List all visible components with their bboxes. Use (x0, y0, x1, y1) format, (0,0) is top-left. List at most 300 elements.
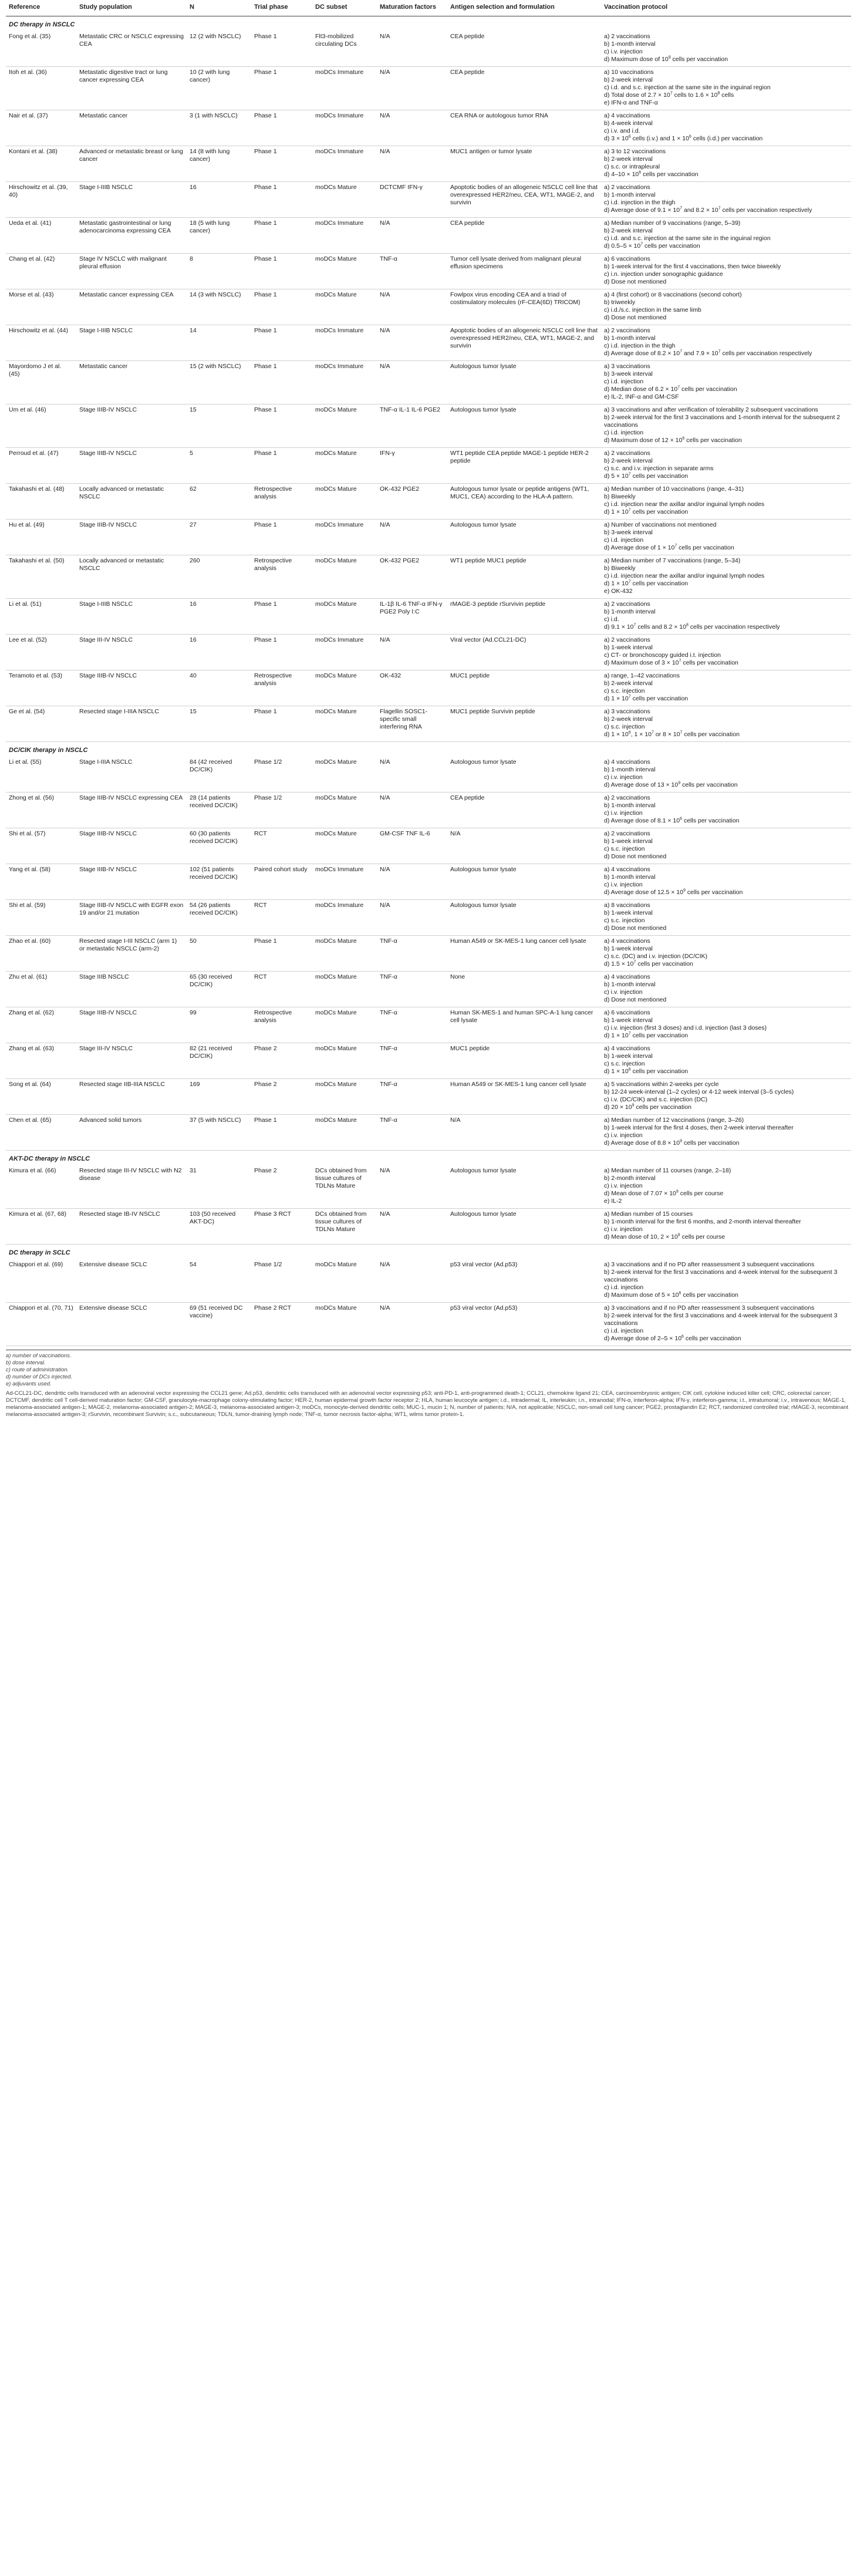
n-cell: 5 (187, 448, 251, 484)
antigen-cell: Fowlpox virus encoding CEA and a triad of costimulatory molecules (rF-CEA(6D) TRICOM) (447, 289, 601, 325)
protocol-line: a) Median number of 15 courses (604, 1211, 693, 1218)
n-cell: 31 (187, 1165, 251, 1209)
antigen-cell: p53 viral vector (Ad.p53) (447, 1259, 601, 1303)
protocol-line: b) 2-week interval for the first 3 vaccinations and 4-week interval for the subsequent 3 vaccinations (604, 1312, 838, 1327)
protocol-line: a) 4 vaccinations (604, 758, 650, 766)
header-vaccination-protocol: Vaccination protocol (601, 0, 851, 16)
protocol-line: b) 3-week interval (604, 370, 653, 377)
header-dc-subset: DC subset (312, 0, 377, 16)
vaccination-protocol-cell (601, 1007, 851, 1043)
footnote: d) number of DCs injected. (6, 1374, 72, 1380)
maturation-cell: TNF-α IL-1 IL-6 PGE2 (377, 404, 447, 448)
antigen-cell: Autologous tumor lysate (447, 1165, 601, 1209)
table-row (6, 972, 851, 1007)
protocol-line: a) 3 to 12 vaccinations (604, 148, 666, 155)
phase-cell: Phase 1 (251, 67, 312, 110)
protocol-line: d) Average dose of $12.5 \times 10^9$ cells per vaccination (604, 888, 743, 896)
n-cell: 54 (187, 1259, 251, 1303)
vaccination-protocol-cell (601, 1165, 851, 1209)
reference-cell: Zhang et al. (62) (6, 1007, 76, 1043)
table-row (6, 757, 851, 793)
phase-cell: Phase 1 (251, 1115, 312, 1151)
maturation-cell: Flagellin SOSC1-specific small interfering RNA (377, 706, 447, 742)
protocol-line: c) s.c. injection (604, 723, 645, 730)
n-cell: 69 (51 received DC vaccine) (187, 1303, 251, 1346)
antigen-cell: MUC1 antigen or tumor lysate (447, 146, 601, 182)
protocol-line: b) 2-week interval (604, 680, 653, 687)
population-cell: Stage I-IIIB NSCLC (76, 182, 187, 218)
protocol-line: b) 3-week interval (604, 529, 653, 536)
protocol-line: c) i.d. injection (604, 429, 644, 436)
n-cell: 40 (187, 670, 251, 706)
section-title: AKT-DC therapy in NSCLC (9, 1155, 90, 1162)
protocol-line: b) 1-week interval for the first 4 doses, then 2-week interval thereafter (604, 1124, 794, 1131)
protocol-line: b) 2-week interval (604, 457, 653, 464)
phase-cell: Paired cohort study (251, 864, 312, 900)
population-cell: Locally advanced or metastatic NSCLC (76, 484, 187, 520)
antigen-cell: Autologous tumor lysate (447, 361, 601, 404)
maturation-cell: N/A (377, 1303, 447, 1346)
protocol-line: a) 4 vaccinations (604, 973, 650, 980)
protocol-line: d) $20 \times 10^9$ cells per vaccination (604, 1103, 691, 1111)
population-cell: Advanced solid tumors (76, 1115, 187, 1151)
protocol-line: b) 1-month interval (604, 608, 656, 615)
antigen-cell: MUC1 peptide Survivin peptide (447, 706, 601, 742)
n-cell: 15 (187, 404, 251, 448)
antigen-cell: N/A (447, 828, 601, 864)
reference-cell: Perroud et al. (47) (6, 448, 76, 484)
protocol-line: c) i.v. injection (604, 881, 643, 888)
dc-subset-cell: moDCs Mature (312, 972, 377, 1007)
dc-subset-cell: moDCs Immature (312, 864, 377, 900)
protocol-line: c) i.v. injection (604, 1226, 643, 1233)
protocol-line: d) $1 \times 10^7$ cells per vaccination (604, 508, 689, 515)
table-row (6, 289, 851, 325)
antigen-cell: Autologous tumor lysate or peptide antigens (WT1, MUC1, CEA) according to the HLA-A pattern. (447, 484, 601, 520)
protocol-line: a) Median number of 7 vaccinations (range, 5–34) (604, 557, 741, 564)
antigen-cell: CEA peptide (447, 793, 601, 828)
population-cell: Stage IIIB-IV NSCLC with EGFR exon 19 and/or 21 mutation (76, 900, 187, 936)
vaccination-protocol-cell (601, 936, 851, 972)
n-cell: 16 (187, 635, 251, 670)
vaccination-protocol-cell (601, 146, 851, 182)
phase-cell: Phase 2 RCT (251, 1303, 312, 1346)
dc-subset-cell: moDCs Mature (312, 1303, 377, 1346)
protocol-line: d) Dose not mentioned (604, 996, 667, 1003)
protocol-line: d) Total dose of $2.7 \times 10^7$ cells to $1.6 \times 10^8$ cells (604, 91, 734, 99)
antigen-cell: CEA peptide (447, 31, 601, 67)
vaccination-protocol-cell (601, 757, 851, 793)
table-row (6, 484, 851, 520)
protocol-line: b) Biweekly (604, 565, 636, 572)
population-cell: Resected stage III-IV NSCLC with N2 disease (76, 1165, 187, 1209)
phase-cell: Phase 1 (251, 361, 312, 404)
header-n: N (187, 0, 251, 16)
protocol-line: a) 3 vaccinations and after verification of tolerability 2 subsequent vaccinations (604, 406, 818, 413)
population-cell: Stage I-IIIB NSCLC (76, 325, 187, 361)
antigen-cell: CEA peptide (447, 218, 601, 254)
protocol-line: d) $3 \times 10^6$ cells (i.v.) and $1 \times 10^6$ cells (i.d.) per vaccination (604, 134, 763, 142)
protocol-line: d) Average dose of $8.2 \times 10^7$ and $7.9 \times 10^7$ cells per vaccination respectively (604, 349, 812, 357)
population-cell: Stage IIIB NSCLC (76, 972, 187, 1007)
protocol-line: e) IL-2, INF-α and GM-CSF (604, 393, 679, 400)
dc-subset-cell: DCs obtained from tissue cultures of TDLNs Mature (312, 1165, 377, 1209)
protocol-line: a) 2 vaccinations (604, 450, 650, 457)
maturation-cell: N/A (377, 67, 447, 110)
protocol-line: b) 12-24 week-interval (1–2 cycles) or 4-12 week interval (3–5 cycles) (604, 1088, 794, 1095)
protocol-line: b) 1-week interval (604, 945, 653, 952)
dc-subset-cell: moDCs Mature (312, 1043, 377, 1079)
vaccination-protocol-cell (601, 110, 851, 146)
maturation-cell: N/A (377, 31, 447, 67)
n-cell: 62 (187, 484, 251, 520)
maturation-cell: OK-432 (377, 670, 447, 706)
protocol-line: d) $1 \times 10^7$ cells per vaccination (604, 579, 689, 587)
antigen-cell: Apoptotic bodies of an allogeneic NSCLC cell line that overexpressed HER2/neu, CEA, WT1, MAGE-2, and survivin (447, 182, 601, 218)
table-row (6, 555, 851, 599)
protocol-line: a) range, 1–42 vaccinations (604, 672, 680, 679)
antigen-cell: Autologous tumor lysate (447, 757, 601, 793)
maturation-cell: TNF-α (377, 254, 447, 289)
n-cell: 28 (14 patients received DC/CIK) (187, 793, 251, 828)
reference-cell: Ueda et al. (41) (6, 218, 76, 254)
vaccination-protocol-cell (601, 1079, 851, 1115)
vaccination-protocol-cell (601, 218, 851, 254)
maturation-cell: DCTCMF IFN-γ (377, 182, 447, 218)
reference-cell: Takahashi et al. (48) (6, 484, 76, 520)
antigen-cell: Apoptotic bodies of an allogeneic NSCLC cell line that overexpressed HER2/neu, CEA, WT1, MAGE-2, and survivin (447, 325, 601, 361)
table-row (6, 404, 851, 448)
dc-subset-cell: moDCs Immature (312, 900, 377, 936)
phase-cell: Retrospective analysis (251, 555, 312, 599)
antigen-cell: p53 viral vector (Ad.p53) (447, 1303, 601, 1346)
reference-cell: Zhong et al. (56) (6, 793, 76, 828)
n-cell: 3 (1 with NSCLC) (187, 110, 251, 146)
population-cell: Stage IIIB-IV NSCLC (76, 670, 187, 706)
protocol-line: d) $9.1 \times 10^7$ cells and $8.2 \times 10^8$ cells per vaccination respectively (604, 623, 780, 630)
protocol-line: a) 3 vaccinations and if no PD after reassessment 3 subsequent vaccinations (604, 1304, 815, 1311)
header-trial-phase: Trial phase (251, 0, 312, 16)
protocol-line: b) 1-month interval (604, 41, 656, 48)
phase-cell: Retrospective analysis (251, 1007, 312, 1043)
protocol-line: c) i.n. injection under sonographic guidance (604, 271, 723, 278)
protocol-line: b) 2-week interval (604, 76, 653, 83)
reference-cell: Yang et al. (58) (6, 864, 76, 900)
protocol-line: a) 4 vaccinations (604, 938, 650, 945)
protocol-line: c) i.v. injection (604, 989, 643, 996)
phase-cell: RCT (251, 828, 312, 864)
abbreviations: Ad-CCL21-DC, dendritic cells transduced with an adenoviral vector expressing the CCL21 gene; Ad.p53, dendritic cells transduced with an adenoviral vector expressing p53; anti-PD-1, anti-programmed death-1; CCL21, chemokine ligand 21; CEA, carcinoembryonic antigen; CIK cell, cytokine induced killer cell; CRC, colorectal cancer; DCTCMF, dendritic cell T cell-derived maturation factor; GM-CSF, granulocyte-macrophage colony-stimulating factor; HER-2, human epidermal growth factor receptor 2; HLA, human leucocyte antigen; i.d., intradermal; IL, interleukin; i.n., intranodal; IFN-α, interferon-alpha; IFN-γ, interferon-gamma; i.t., intratumoral; i.v., intravenous; MAGE-1, melanoma-associated antigen-1; MAGE-2, melanoma-associated antigen-2; MAGE-3, melanoma-associated antigen-3; moDCs, monocyte-derived dendritic cells; MUC-1, mucin 1; N, number of patients; N/A, not applicable; NSCLC, non-small cell lung cancer; PGE2, prostaglandin E2; RCT, randomized controlled trial; rMAGE-3, recombinant melanoma-associated antigen-3; rSurvivin, recombinant Survivin; s.c., subcutaneous; TDLN, tumor-draining lymph node; TNF-α, tumor necrosis factor-alpha; WT1, wilms tumor protein-1. (6, 1390, 849, 1418)
dc-subset-cell: moDCs Mature (312, 1007, 377, 1043)
dc-subset-cell: moDCs Mature (312, 289, 377, 325)
reference-cell: Kimura et al. (66) (6, 1165, 76, 1209)
vaccination-protocol-cell (601, 864, 851, 900)
header-maturation-factors: Maturation factors (377, 0, 447, 16)
n-cell: 50 (187, 936, 251, 972)
reference-cell: Shi et al. (59) (6, 900, 76, 936)
table-row (6, 936, 851, 972)
reference-cell: Kimura et al. (67, 68) (6, 1209, 76, 1245)
protocol-line: c) s.c. and i.v. injection in separate arms (604, 465, 714, 472)
table-row (6, 828, 851, 864)
maturation-cell: N/A (377, 361, 447, 404)
header-row (6, 0, 851, 16)
table-row (6, 182, 851, 218)
protocol-line: b) 1-month interval (604, 191, 656, 198)
protocol-line: a) Median number of 10 vaccinations (range, 4–31) (604, 485, 744, 493)
population-cell: Metastatic gastrointestinal or lung adenocarcinoma expressing CEA (76, 218, 187, 254)
population-cell: Stage IIIB-IV NSCLC expressing CEA (76, 793, 187, 828)
table-row (6, 706, 851, 742)
table-row (6, 218, 851, 254)
protocol-line: d) Maximum dose of $12 \times 10^6$ cells per vaccination (604, 436, 742, 444)
population-cell: Metastatic cancer (76, 110, 187, 146)
section-header-row (6, 1151, 851, 1166)
dc-subset-cell: moDCs Mature (312, 670, 377, 706)
protocol-line: c) i.d. injection in the thigh (604, 342, 676, 349)
vaccination-protocol-cell (601, 484, 851, 520)
maturation-cell: GM-CSF TNF IL-6 (377, 828, 447, 864)
protocol-line: a) 6 vaccinations (604, 255, 650, 262)
vaccination-protocol-cell (601, 793, 851, 828)
table-row (6, 31, 851, 67)
vaccination-protocol-cell (601, 520, 851, 555)
n-cell: 14 (3 with NSCLC) (187, 289, 251, 325)
reference-cell: Lee et al. (52) (6, 635, 76, 670)
table-row (6, 520, 851, 555)
maturation-cell: N/A (377, 325, 447, 361)
protocol-line: a) 6 vaccinations (604, 1009, 650, 1016)
protocol-line: a) 3 vaccinations (604, 708, 650, 715)
antigen-cell: rMAGE-3 peptide rSurvivin peptide (447, 599, 601, 635)
antigen-cell: Human A549 or SK-MES-1 lung cancer cell lysate (447, 936, 601, 972)
maturation-cell: N/A (377, 110, 447, 146)
protocol-line: b) 1-month interval (604, 874, 656, 881)
dc-subset-cell: moDCs Mature (312, 757, 377, 793)
vaccination-protocol-cell (601, 670, 851, 706)
antigen-cell: CEA peptide (447, 67, 601, 110)
antigen-cell: WT1 peptide MUC1 peptide (447, 555, 601, 599)
table-row (6, 1007, 851, 1043)
vaccination-protocol-cell (601, 1259, 851, 1303)
maturation-cell: N/A (377, 1209, 447, 1245)
protocol-line: c) i.d. injection in the thigh (604, 199, 676, 206)
section-title: DC/CIK therapy in NSCLC (9, 747, 88, 754)
section-header-row (6, 16, 851, 32)
table-row (6, 670, 851, 706)
n-cell: 15 (187, 706, 251, 742)
reference-cell: Morse et al. (43) (6, 289, 76, 325)
protocol-line: a) 2 vaccinations (604, 636, 650, 643)
reference-cell: Zhao et al. (60) (6, 936, 76, 972)
protocol-line: c) i.d. and s.c. injection at the same site in the inguinal region (604, 84, 771, 91)
population-cell: Stage IIIB-IV NSCLC (76, 1007, 187, 1043)
maturation-cell: OK-432 PGE2 (377, 555, 447, 599)
protocol-line: b) 2-week interval (604, 716, 653, 723)
table-row (6, 1043, 851, 1079)
antigen-cell: N/A (447, 1115, 601, 1151)
population-cell: Stage III-IV NSCLC (76, 635, 187, 670)
table-row (6, 900, 851, 936)
antigen-cell: Human A549 or SK-MES-1 lung cancer cell lysate (447, 1079, 601, 1115)
protocol-line: c) i.d./s.c. injection in the same limb (604, 306, 701, 313)
protocol-line: b) 1-month interval (604, 766, 656, 773)
dc-subset-cell: DCs obtained from tissue cultures of TDLNs Mature (312, 1209, 377, 1245)
protocol-line: b) 2-week interval for the first 3 vaccinations and 4-week interval for the subsequent 3 vaccinations (604, 1269, 838, 1283)
maturation-cell: N/A (377, 793, 447, 828)
dc-subset-cell: moDCs Immature (312, 67, 377, 110)
protocol-line: c) s.c. injection (604, 917, 645, 924)
phase-cell: Phase 1 (251, 110, 312, 146)
protocol-line: d) $1 \times 10^6$ cells per vaccination (604, 1067, 689, 1075)
protocol-line: e) IFN-α and TNF-α (604, 99, 658, 106)
maturation-cell: TNF-α (377, 1007, 447, 1043)
phase-cell: RCT (251, 900, 312, 936)
section-header-row (6, 742, 851, 757)
protocol-line: c) i.v. injection (first 3 doses) and i.d. injection (last 3 doses) (604, 1024, 767, 1031)
reference-cell: Chiappori et al. (69) (6, 1259, 76, 1303)
table-row (6, 110, 851, 146)
population-cell: Stage IIIB-IV NSCLC (76, 520, 187, 555)
protocol-line: d) Maximum dose of $10^9$ cells per vaccination (604, 55, 728, 63)
protocol-line: b) 1-month interval (604, 335, 656, 342)
population-cell: Advanced or metastatic breast or lung cancer (76, 146, 187, 182)
table-row (6, 1259, 851, 1303)
maturation-cell: N/A (377, 218, 447, 254)
population-cell: Locally advanced or metastatic NSCLC (76, 555, 187, 599)
reference-cell: Hu et al. (49) (6, 520, 76, 555)
dc-subset-cell: moDCs Mature (312, 448, 377, 484)
phase-cell: Phase 1 (251, 325, 312, 361)
dc-subset-cell: moDCs Mature (312, 828, 377, 864)
vaccination-protocol-cell (601, 706, 851, 742)
dc-subset-cell: moDCs Mature (312, 1259, 377, 1303)
population-cell: Resected stage I-III NSCLC (arm 1) or metastatic NSCLC (arm-2) (76, 936, 187, 972)
protocol-line: d) $1 \times 10^7$ cells per vaccination (604, 694, 689, 702)
protocol-line: a) 3 vaccinations (604, 363, 650, 370)
protocol-line: c) s.c. injection (604, 1060, 645, 1067)
antigen-cell: Human SK-MES-1 and human SPC-A-1 lung cancer cell lysate (447, 1007, 601, 1043)
population-cell: Stage IIIB-IV NSCLC (76, 864, 187, 900)
section-title: DC therapy in NSCLC (9, 21, 75, 28)
dc-subset-cell: moDCs Immature (312, 325, 377, 361)
antigen-cell: Viral vector (Ad.CCL21-DC) (447, 635, 601, 670)
protocol-line: d) Average dose of $9.1 \times 10^7$ and $8.2 \times 10^7$ cells per vaccination respectively (604, 206, 812, 214)
antigen-cell: None (447, 972, 601, 1007)
maturation-cell: N/A (377, 1165, 447, 1209)
vaccination-protocol-cell (601, 1209, 851, 1245)
protocol-line: b) triweekly (604, 299, 636, 306)
reference-cell: Teramoto et al. (53) (6, 670, 76, 706)
table-row (6, 361, 851, 404)
dc-subset-cell: moDCs Mature (312, 404, 377, 448)
maturation-cell: N/A (377, 146, 447, 182)
dc-subset-cell: moDCs Immature (312, 218, 377, 254)
protocol-line: c) i.d. injection near the axillar and/or inguinal lymph nodes (604, 572, 765, 579)
n-cell: 12 (2 with NSCLC) (187, 31, 251, 67)
reference-cell: Kontani et al. (38) (6, 146, 76, 182)
protocol-line: c) CT- or bronchoscopy guided i.t. injection (604, 652, 721, 659)
protocol-line: c) s.c. injection (604, 845, 645, 852)
dc-subset-cell: moDCs Mature (312, 1079, 377, 1115)
protocol-line: d) Average dose of $8.1 \times 10^6$ cells per vaccination (604, 817, 740, 824)
population-cell: Metastatic digestive tract or lung cancer expressing CEA (76, 67, 187, 110)
protocol-line: a) 5 vaccinations within 2-weeks per cycle (604, 1081, 719, 1088)
protocol-line: a) Number of vaccinations not mentioned (604, 521, 717, 528)
phase-cell: Phase 1 (251, 706, 312, 742)
antigen-cell: MUC1 peptide (447, 1043, 601, 1079)
reference-cell: Li et al. (55) (6, 757, 76, 793)
n-cell: 169 (187, 1079, 251, 1115)
reference-cell: Song et al. (64) (6, 1079, 76, 1115)
table-row (6, 1303, 851, 1346)
protocol-line: a) 3 vaccinations and if no PD after reassessment 3 subsequent vaccinations (604, 1261, 815, 1268)
table-row (6, 448, 851, 484)
phase-cell: Phase 2 (251, 1043, 312, 1079)
reference-cell: Fong et al. (35) (6, 31, 76, 67)
table-row (6, 67, 851, 110)
phase-cell: Phase 1 (251, 599, 312, 635)
protocol-line: b) Biweekly (604, 493, 636, 500)
table-row (6, 635, 851, 670)
n-cell: 99 (187, 1007, 251, 1043)
population-cell: Extensive disease SCLC (76, 1259, 187, 1303)
reference-cell: Shi et al. (57) (6, 828, 76, 864)
antigen-cell: Autologous tumor lysate (447, 404, 601, 448)
reference-cell: Chiappori et al. (70, 71) (6, 1303, 76, 1346)
phase-cell: Phase 1 (251, 146, 312, 182)
maturation-cell: IFN-γ (377, 448, 447, 484)
protocol-line: a) 4 (first cohort) or 8 vaccinations (second cohort) (604, 291, 742, 298)
antigen-cell: WT1 peptide CEA peptide MAGE-1 peptide HER-2 peptide (447, 448, 601, 484)
protocol-line: b) 1-week interval (604, 1053, 653, 1060)
vaccination-protocol-cell (601, 972, 851, 1007)
dc-subset-cell: moDCs Mature (312, 254, 377, 289)
population-cell: Stage IIIB-IV NSCLC (76, 404, 187, 448)
phase-cell: Phase 1 (251, 448, 312, 484)
maturation-cell: N/A (377, 757, 447, 793)
reference-cell: Itoh et al. (36) (6, 67, 76, 110)
header-reference: Reference (6, 0, 76, 16)
phase-cell: Phase 1 (251, 182, 312, 218)
maturation-cell: N/A (377, 520, 447, 555)
vaccination-protocol-cell (601, 448, 851, 484)
protocol-line: a) 2 vaccinations (604, 794, 650, 801)
table-row (6, 864, 851, 900)
protocol-line: d) Maximum dose of $3 \times 10^7$ cells per vaccination (604, 659, 738, 666)
dc-subset-cell: moDCs Immature (312, 146, 377, 182)
n-cell: 103 (50 received AKT-DC) (187, 1209, 251, 1245)
antigen-cell: CEA RNA or autologous tumor RNA (447, 110, 601, 146)
protocol-line: d) Dose not mentioned (604, 853, 667, 860)
protocol-line: d) $1 \times 10^6$, $1 \times 10^7$ or $8 \times 10^7$ cells per vaccination (604, 730, 740, 738)
n-cell: 84 (42 received DC/CIK) (187, 757, 251, 793)
maturation-cell: OK-432 PGE2 (377, 484, 447, 520)
protocol-line: d) Median dose of $6.2 \times 10^7$ cells per vaccination (604, 385, 737, 393)
footnote: b) dose interval. (6, 1360, 46, 1366)
protocol-line: c) i.d. and s.c. injection at the same site in the inguinal region (604, 235, 771, 242)
population-cell: Metastatic CRC or NSCLC expressing CEA (76, 31, 187, 67)
phase-cell: Phase 1 (251, 254, 312, 289)
protocol-line: b) 2-month interval (604, 1175, 656, 1182)
protocol-line: b) 2-week interval for the first 3 vaccinations and 1-month interval for the subsequent 2 vaccinations (604, 414, 841, 429)
protocol-line: d) $5 \times 10^7$ cells per vaccination (604, 472, 689, 480)
protocol-line: a) 2 vaccinations (604, 830, 650, 837)
protocol-line: c) s.c. or intrapleural (604, 163, 660, 170)
population-cell: Stage III-IV NSCLC (76, 1043, 187, 1079)
dc-subset-cell: moDCs Mature (312, 555, 377, 599)
antigen-cell: MUC1 peptide (447, 670, 601, 706)
